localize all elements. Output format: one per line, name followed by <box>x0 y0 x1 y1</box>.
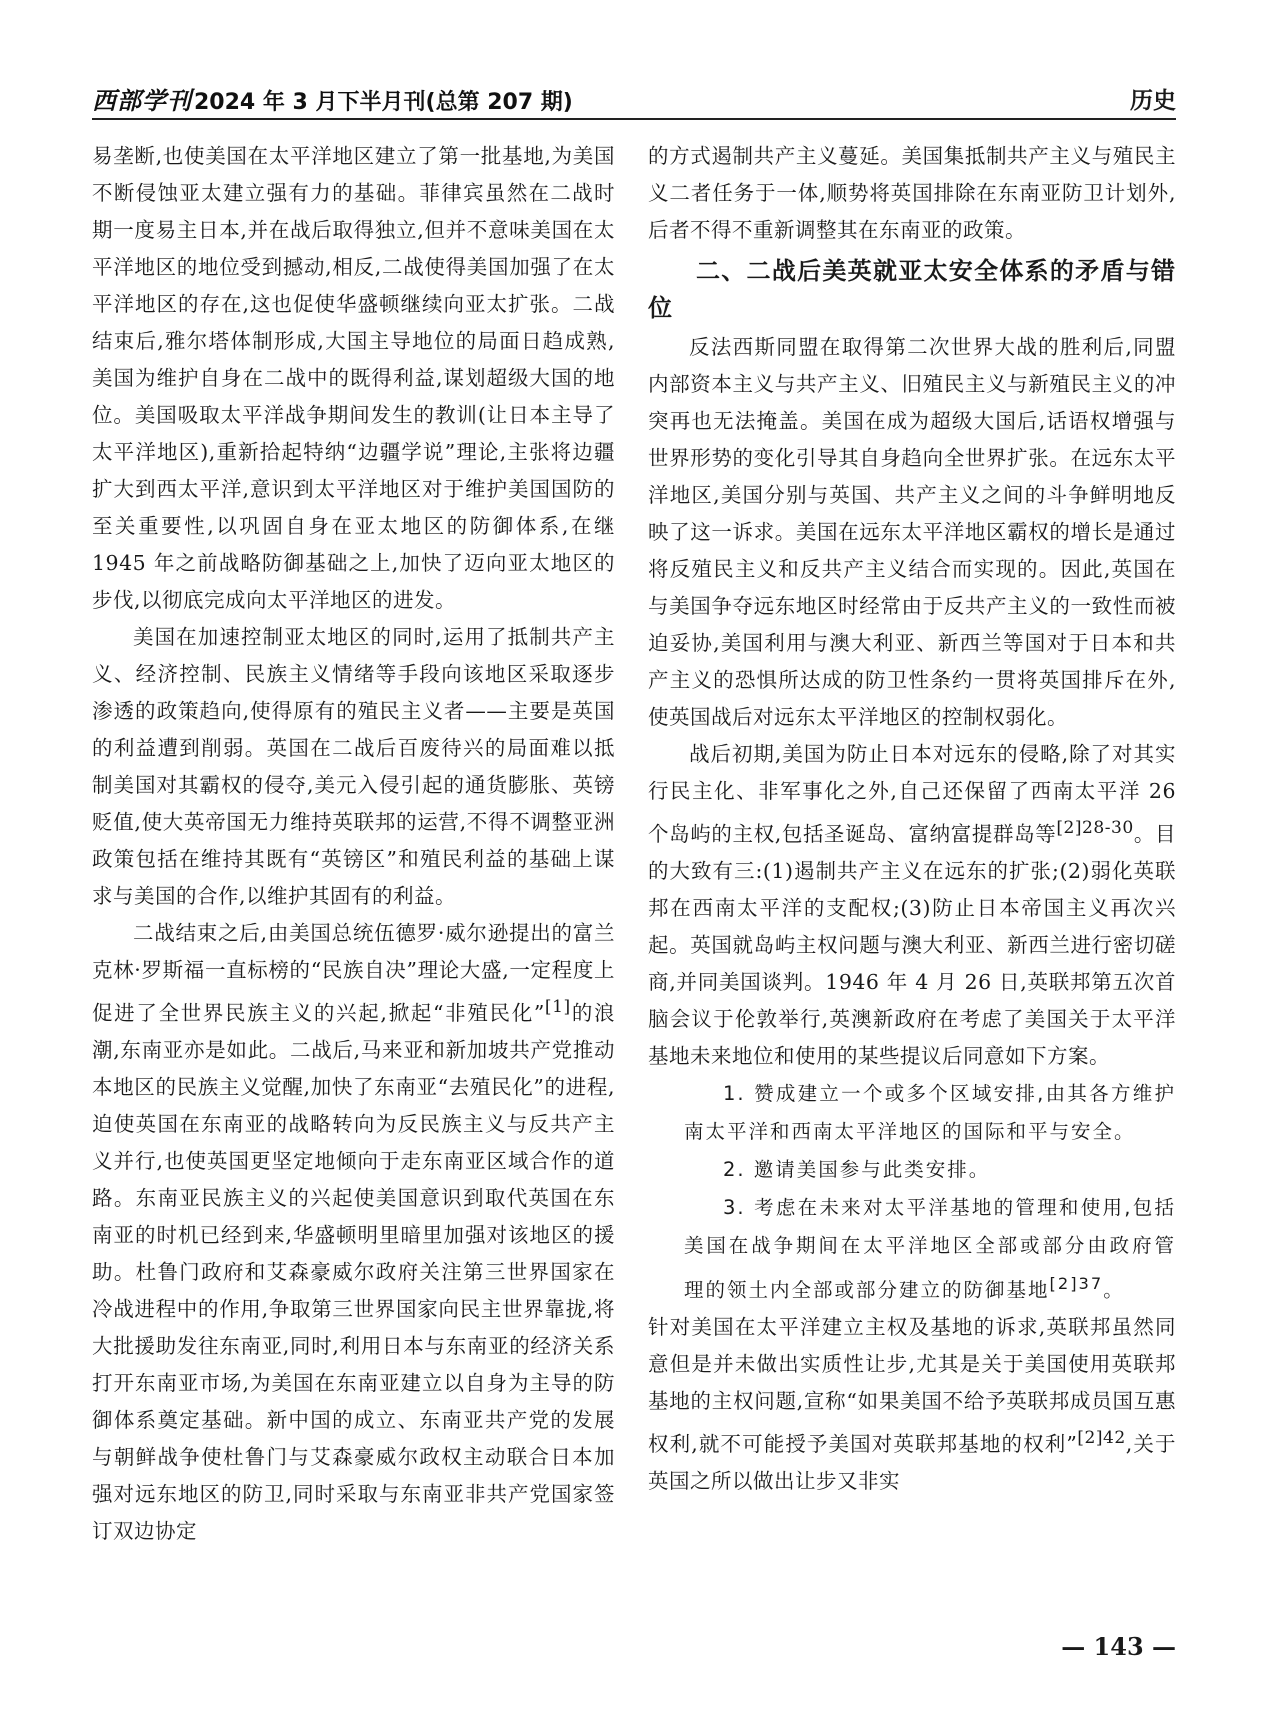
page-header <box>92 82 1176 122</box>
quote-text: 3. 考虑在未来对太平洋基地的管理和使用,包括美国在战争期间在太平洋地区全部或部分由政府管理的领土内全部或部分建立的防御基地 <box>684 1195 1176 1302</box>
journal-logo: 西部学刊 <box>92 86 192 115</box>
paragraph-text: 二战结束之后,由美国总统伍德罗·威尔逊提出的富兰克林·罗斯福一直标榜的“民族自决”理论大盛,一定程度上促进了全世界民族主义的兴起,掀起“非殖民化” <box>92 921 615 1025</box>
issue-info: 2024 年 3 月下半月刊(总第 207 期) <box>194 90 573 115</box>
paragraph: 反法西斯同盟在取得第二次世界大战的胜利后,同盟内部资本主义与共产主义、旧殖民主义与新殖民主义的冲突再也无法掩盖。美国在成为超级大国后,话语权增强与世界形势的变化引导其自身趋向全世界扩张。在远东太平洋地区,美国分别与英国、共产主义之间的斗争鲜明地反映了这一诉求。美国在远东太平洋地区霸权的增长是通过将反殖民主义和反共产主义结合而实现的。因此,英国在与美国争夺远东地区时经常由于反共产主义的一致性而被迫妥协,美国利用与澳大利亚、新西兰等国对于日本和共产主义的恐惧所达成的防卫性条约一贯将英国排斥在外,使英国战后对远东太平洋地区的控制权弱化。 <box>648 335 1176 729</box>
page-number: — 143 — <box>1061 1632 1176 1661</box>
section-label: 历史 <box>1130 88 1176 114</box>
citation-ref: [2]37 <box>1049 1273 1104 1293</box>
paragraph <box>92 915 615 1550</box>
paragraph-text: 针对美国在太平洋建立主权及基地的诉求,英联邦虽然同意但是并未做出实质性让步,尤其是关于美国使用英联邦基地的主权问题,宣称“如果美国不给予英联邦成员国互惠权利,就不可能授予美国对英联邦基地的权利” <box>648 1315 1176 1457</box>
paragraph: 美国在加速控制亚太地区的同时,运用了抵制共产主义、经济控制、民族主义情绪等手段向该地区采取逐步渗透的政策趋向,使得原有的殖民主义者——主要是英国的利益遭到削弱。英国在二战后百废待兴的局面难以抵制美国对其霸权的侵夺,美元入侵引起的通货膨胀、英镑贬值,使大英帝国无力维持英联邦的运营,不得不调整亚洲政策包括在维持其既有“英镑区”和殖民利益的基础上谋求与美国的合作,以维护其固有的利益。 <box>92 625 615 908</box>
citation-ref: [1] <box>544 997 571 1017</box>
citation-ref: [2]28-30 <box>1056 818 1134 838</box>
citation-ref: [2]42 <box>1077 1428 1126 1449</box>
right-column <box>648 138 1176 1678</box>
paragraph <box>648 736 1176 1075</box>
paragraph-text: ,关于英国之所以做出让步又非实 <box>648 1432 1176 1494</box>
header-divider <box>92 118 1176 120</box>
paragraph <box>648 1309 1176 1500</box>
left-column <box>92 138 615 1678</box>
section-heading: 二、二战后美英就亚太安全体系的矛盾与错位 <box>648 257 1176 322</box>
journal-masthead <box>92 86 573 118</box>
quote-item: 1. 赞成建立一个或多个区域安排,由其各方维护南太平洋和西南太平洋地区的国际和平与安全。 <box>684 1081 1176 1143</box>
paragraph: 的方式遏制共产主义蔓延。美国集抵制共产主义与殖民主义二者任务于一体,顺势将英国排除在东南亚防卫计划外,后者不得不重新调整其在东南亚的政策。 <box>648 144 1176 242</box>
paragraph-text: 战后初期,美国为防止日本对远东的侵略,除了对其实行民主化、非军事化之外,自己还保留了西南太平洋 26 个岛屿的主权,包括圣诞岛、富纳富提群岛等 <box>648 742 1176 846</box>
quote-item: 2. 邀请美国参与此类安排。 <box>723 1157 991 1181</box>
paragraph-text: 。目的大致有三:(1)遏制共产主义在远东的扩张;(2)弱化英联邦在西南太平洋的支配权;(3)防止日本帝国主义再次兴起。英国就岛屿主权问题与澳大利亚、新西兰进行密切磋商,并同美国谈判。1946 年 4 月 26 日,英联邦第五次首脑会议于伦敦举行,英澳新政府在考虑了美国关于太平洋基地未来地位和使用的某些提议后同意如下方案。 <box>648 821 1176 1068</box>
paragraph: 易垄断,也使美国在太平洋地区建立了第一批基地,为美国不断侵蚀亚太建立强有力的基础。菲律宾虽然在二战时期一度易主日本,并在战后取得独立,但并不意味美国在太平洋地区的地位受到撼动,相反,二战使得美国加强了在太平洋地区的存在,这也促使华盛顿继续向亚太扩张。二战结束后,雅尔塔体制形成,大国主导地位的局面日趋成熟,美国为维护自身在二战中的既得利益,谋划超级大国的地位。美国吸取太平洋战争期间发生的教训(让日本主导了太平洋地区),重新拾起特纳“边疆学说”理论,主张将边疆扩大到西太平洋,意识到太平洋地区对于维护美国国防的至关重要性,以巩固自身在亚太地区的防御体系,在继 1945 年之前战略防御基础之上,加快了迈向亚太地区的步伐,以彻底完成向太平洋地区的进发。 <box>92 144 615 612</box>
quote-text: 。 <box>1103 1278 1125 1302</box>
quote-item <box>648 1189 1176 1310</box>
block-quote <box>648 1075 1176 1310</box>
paragraph-text: 的浪潮,东南亚亦是如此。二战后,马来亚和新加坡共产党推动本地区的民族主义觉醒,加快了东南亚“去殖民化”的进程,迫使英国在东南亚的战略转向为反民族主义与反共产主义并行,也使英国更坚定地倾向于走东南亚区域合作的道路。东南亚民族主义的兴起使美国意识到取代英国在东南亚的时机已经到来,华盛顿明里暗里加强对该地区的援助。杜鲁门政府和艾森豪威尔政府关注第三世界国家在冷战进程中的作用,争取第三世界国家向民主世界靠拢,将大批援助发往东南亚,同时,利用日本与东南亚的经济关系打开东南亚市场,为美国在东南亚建立以自身为主导的防御体系奠定基础。新中国的成立、东南亚共产党的发展与朝鲜战争使杜鲁门与艾森豪威尔政权主动联合日本加强对远东地区的防卫,同时采取与东南亚非共产党国家签订双边协定 <box>92 1000 615 1543</box>
